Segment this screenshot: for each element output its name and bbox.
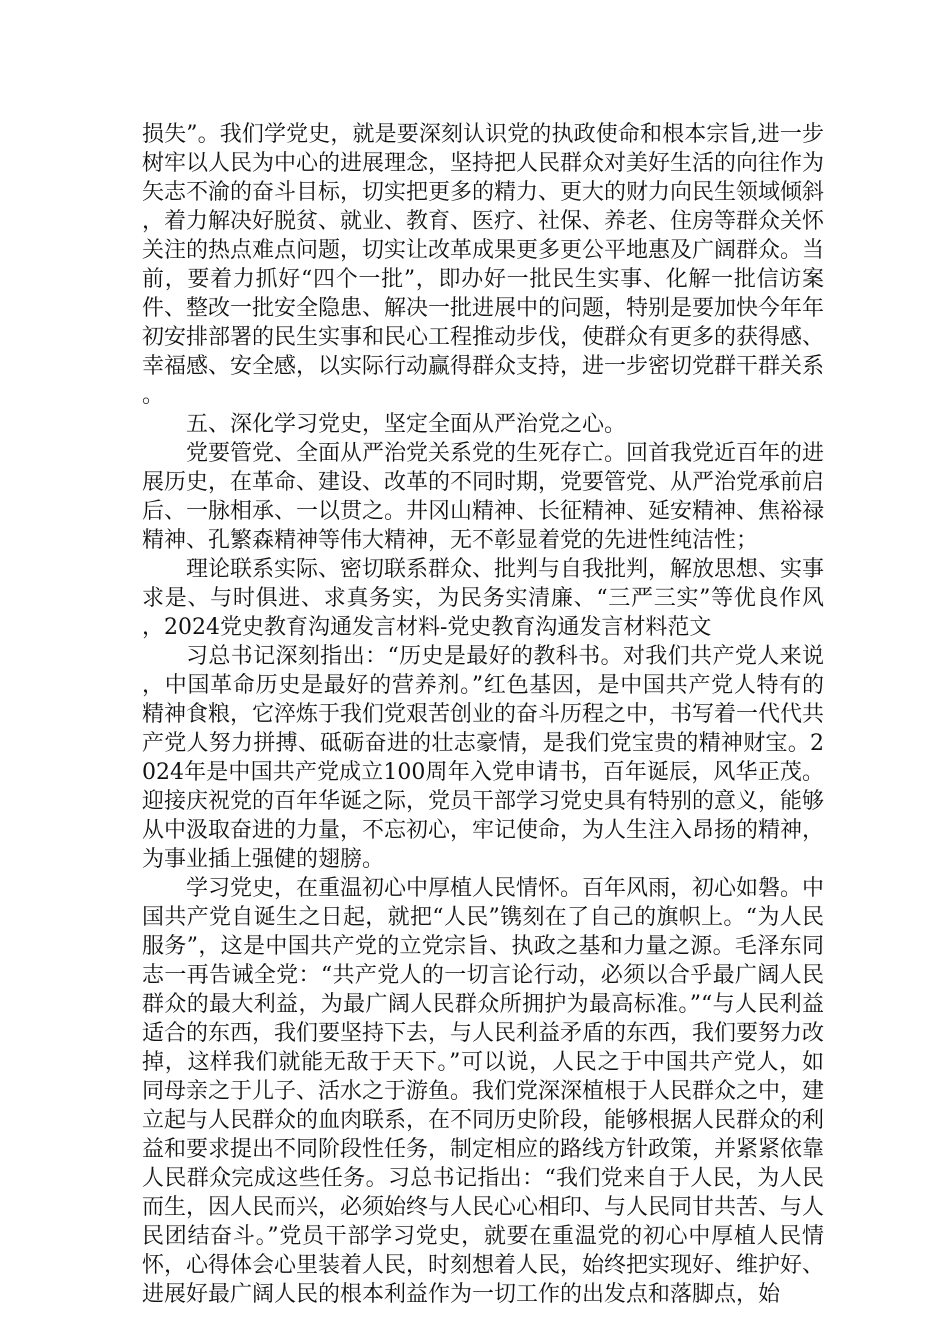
paragraph-5: 习总书记深刻指出：“历史是最好的教科书。对我们共产党人来说，中国革命历史是最好的营养剂。”红色基因，是中国共产党人特有的精神食粮，它淬炼于我们党艰苦创业的奋斗历程之中，书写着一代代共产党人努力拼搏、砥砺奋进的壮志豪情，是我们党宝贵的精神财宝。2024年是中国共产党成立100周年入党申请书，百年诞辰，风华正茂。迎接庆祝党的百年华诞之际，党员干部学习党史具有特别的意义，能够从中汲取奋进的力量，不忘初心，牢记使命，为人生注入昂扬的精神，为事业插上强健的翅膀。 [142, 644, 825, 872]
section-heading-5: 五、深化学习党史，坚定全面从严治党之心。 [186, 412, 627, 437]
paragraph-1: 损失”。我们学党史，就是要深刻认识党的执政使命和根本宗旨,进一步树牢以人民为中心的进展理念，坚持把人民群众对美好生活的向往作为矢志不渝的奋斗目标，切实把更多的精力、更大的财力向民生领域倾斜，着力解决好脱贫、就业、教育、医疗、社保、养老、住房等群众关怀关注的热点难点问题，切实让改革成果更多更公平地惠及广阔群众。当前，要着力抓好“四个一批”，即办好一批民生实事、化解一批信访案件、整改一批安全隐患、解决一批进展中的问题，特别是要加快今年年初安排部署的民生实事和民心工程推动步伐，使群众有更多的获得感、幸福感、安全感，以实际行动赢得群众支持，进一步密切党群干群关系。 [142, 122, 825, 408]
paragraph-4: 理论联系实际、密切联系群众、批判与自我批判，解放思想、实事求是、与时俱进、求真务实，为民务实清廉、“三严三实”等优良作风，2024党史教育沟通发言材料-党史教育沟通发言材料范文 [142, 557, 825, 640]
paragraph-3: 党要管党、全面从严治党关系党的生死存亡。回首我党近百年的进展历史，在革命、建设、改革的不同时期，党要管党、从严治党承前启后、一脉相承、一以贯之。井冈山精神、长征精神、延安精神、焦裕禄精神、孔繁森精神等伟大精神，无不彰显着党的先进性纯洁性； [142, 441, 825, 553]
paragraph-6: 学习党史，在重温初心中厚植人民情怀。百年风雨，初心如磐。中国共产党自诞生之日起，就把“人民”镌刻在了自己的旗帜上。“为人民服务”，这是中国共产党的立党宗旨、执政之基和力量之源。毛泽东同志一再告诫全党：“共产党人的一切言论行动，必须以合乎最广阔人民群众的最大利益，为最广阔人民群众所拥护为最高标准。”“与人民利益适合的东西，我们要坚持下去，与人民利益矛盾的东西，我们要努力改掉，这样我们就能无敌于天下。”可以说，人民之于中国共产党人，如同母亲之于儿子、活水之于游鱼。我们党深深植根于人民群众之中，建立起与人民群众的血肉联系，在不同历史阶段，能够根据人民群众的利益和要求提出不同阶段性任务，制定相应的路线方针政策，并紧紧依靠人民群众完成这些任务。习总书记指出：“我们党来自于人民，为人民而生，因人民而兴，必须始终与人民心心相印、与人民同甘共苦、与人民团结奋斗。”党员干部学习党史，就要在重温党的初心中厚植人民情怀，心得体会心里装着人民，时刻想着人民，始终把实现好、维护好、进展好最广阔人民的根本利益作为一切工作的出发点和落脚点，始 [142, 876, 825, 1307]
document-page [142, 120, 824, 1309]
